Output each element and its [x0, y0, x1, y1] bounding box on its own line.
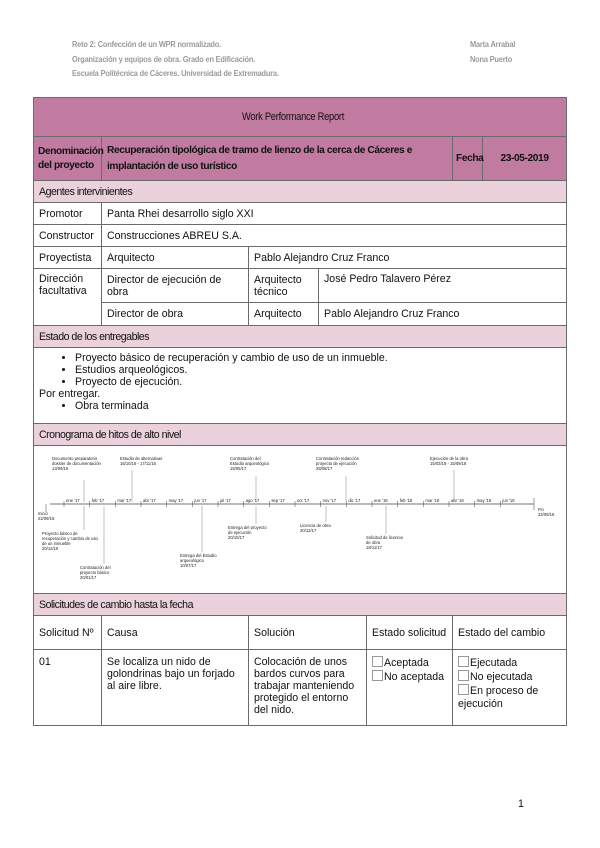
- work-performance-report-table: [33, 97, 567, 726]
- milestone-label: de obra: [366, 540, 381, 545]
- column-header: Estado solicitud: [367, 616, 453, 650]
- month-label: oct '17: [297, 498, 310, 503]
- request-id: 01: [34, 650, 102, 726]
- milestone-date: 15/03/18 - 15/09/18: [430, 461, 467, 466]
- author-name: Nona Puerto: [470, 53, 513, 64]
- table-row: [34, 650, 567, 726]
- milestone-event: [366, 506, 403, 550]
- month-label: sep '17: [271, 498, 285, 503]
- list-item: • Proyecto básico de recuperación y cambio de uso de un inmueble.: [75, 352, 561, 364]
- proyectista-name: Pablo Alejandro Cruz Franco: [249, 247, 567, 269]
- milestone-label: proyecto de ejecución: [316, 461, 357, 466]
- checkbox[interactable]: [458, 656, 469, 667]
- month-label: jun '17: [194, 498, 207, 503]
- end-date: 22/09/18: [538, 512, 555, 517]
- header-line: Reto 2: Confección de un WPR normalizado.: [72, 39, 221, 49]
- dir-ejecucion-title: Arquitecto técnico: [249, 269, 319, 303]
- month-label: feb '17: [91, 498, 105, 503]
- month-label: dic '17: [348, 498, 361, 503]
- month-label: jun '18: [502, 498, 515, 503]
- request-option[interactable]: Aceptada: [372, 656, 447, 670]
- change-option[interactable]: Ejecutada: [458, 656, 561, 670]
- milestone-date: 10/07/17: [180, 563, 197, 568]
- milestone-event: [80, 506, 111, 580]
- pending-label: Por entregar.: [39, 388, 101, 400]
- milestone-event: [300, 506, 331, 533]
- direccion-label: Dirección facultativa: [34, 269, 102, 326]
- dir-ejecucion-role: Director de ejecución de obra: [102, 269, 249, 303]
- month-label: abr '17: [143, 498, 156, 503]
- column-header: Solicitud Nº: [34, 616, 102, 650]
- author-name: Marta Arrabal: [470, 39, 516, 49]
- milestone-label: proyecto básico: [80, 570, 110, 575]
- page-number: 1: [518, 798, 524, 810]
- list-item: • Obra terminada: [75, 400, 561, 412]
- milestone-date: 15/10/16 - 17/11/16: [120, 461, 157, 466]
- section-agents: Agentes intervinientes: [34, 181, 567, 203]
- column-header: Causa: [102, 616, 249, 650]
- month-label: may '18: [476, 498, 492, 503]
- milestone-label: Licencia de obra: [300, 523, 331, 528]
- milestone-label: Contratación del: [230, 456, 261, 461]
- milestone-date: 20/12/17: [300, 528, 317, 533]
- report-date: 23-05-2019: [483, 137, 567, 181]
- header-line: Organización y equipos de obra. Grado en Edificación.: [72, 53, 256, 64]
- milestone-label: Estudio arqueológico: [230, 461, 270, 466]
- milestone-label: Proyecto básico de: [42, 531, 78, 536]
- milestone-label: Documento preparatorio: [52, 456, 98, 461]
- dir-obra-title: Arquitecto: [249, 303, 319, 326]
- milestone-event: [316, 456, 360, 502]
- checkbox[interactable]: [372, 670, 383, 681]
- list-item: • Estudios arqueológicos.: [75, 364, 561, 376]
- milestone-label: Entrega del Estudio: [180, 553, 217, 558]
- milestone-label: Contratación del: [80, 565, 111, 570]
- deliverables-pending-list: [39, 400, 561, 412]
- section-deliverables: Estado de los entregables: [34, 326, 567, 348]
- section-change-requests: Solicitudes de cambio hasta la fecha: [34, 594, 567, 616]
- milestone-timeline: [34, 446, 566, 590]
- checkbox[interactable]: [458, 670, 469, 681]
- milestone-date: 15/05/17: [230, 466, 247, 471]
- constructor-value: Construcciones ABREU S.A.: [102, 225, 567, 247]
- month-label: may '17: [168, 498, 184, 503]
- dir-ejecucion-name: José Pedro Talavero Pérez: [319, 269, 567, 303]
- milestone-label: Ejecución de la obra: [430, 456, 468, 461]
- timeline-end: [534, 498, 555, 517]
- month-label: abr '18: [451, 498, 464, 503]
- date-label: Fecha: [453, 137, 483, 181]
- milestone-label: Contratación redacción: [316, 456, 360, 461]
- proyectista-role: Arquitecto: [102, 247, 249, 269]
- document-header-left: [72, 37, 279, 81]
- month-label: jul '17: [220, 498, 231, 503]
- milestone-label: de un inmueble: [42, 541, 71, 546]
- column-header: Solución: [249, 616, 367, 650]
- timeline-months: [64, 498, 515, 507]
- dir-obra-role: Director de obra: [102, 303, 249, 326]
- header-line: Escuela Politécnica de Cáceres. Universidad de Extremadura.: [72, 68, 279, 78]
- milestone-date: 20/12/16: [42, 546, 59, 551]
- deliverables-done-list: [39, 352, 561, 388]
- milestone-label: dossier de documentación: [52, 461, 101, 466]
- milestone-label: Solicitud de licencia: [366, 535, 403, 540]
- milestone-label: Entrega del proyecto: [228, 525, 267, 530]
- column-header: Estado del cambio: [453, 616, 567, 650]
- milestone-event: [180, 506, 217, 568]
- milestone-label: de ejecución: [228, 530, 252, 535]
- milestone-label: arqueológico: [180, 558, 204, 563]
- milestone-date: 28/08/17: [316, 466, 333, 471]
- request-cause: Se localiza un nido de golondrinas bajo un forjado al aire libre.: [102, 650, 249, 726]
- milestone-date: 18/11/17: [366, 545, 382, 550]
- month-label: mar '17: [117, 498, 132, 503]
- end-label: Fin: [538, 507, 544, 512]
- change-status: [453, 650, 567, 726]
- milestone-label: Estudio de alternativas: [120, 456, 163, 461]
- milestone-date: 20/01/17: [80, 575, 97, 580]
- checkbox[interactable]: [372, 656, 383, 667]
- document-header-right: [470, 37, 515, 66]
- project-name: Recuperación tipológica de tramo de lienzo de la cerca de Cáceres e implantación de uso turístico: [102, 137, 453, 181]
- deliverables-content: [34, 348, 567, 424]
- report-title: Work Performance Report: [34, 98, 567, 137]
- start-label: Inicio: [38, 511, 48, 516]
- milestone-event: [42, 506, 99, 551]
- milestone-event: [120, 456, 162, 502]
- month-label: nov '17: [322, 498, 337, 503]
- month-label: ene '18: [374, 498, 388, 503]
- milestone-event: [430, 456, 469, 502]
- promotor-label: Promotor: [34, 203, 102, 225]
- month-label: ago '17: [245, 498, 260, 503]
- proyectista-label: Proyectista: [34, 247, 102, 269]
- milestone-label: recuperación y cambio de uso: [42, 536, 98, 541]
- section-milestones: Cronograma de hitos de alto nivel: [34, 424, 567, 446]
- milestone-timeline-cell: [34, 446, 567, 594]
- milestone-date: 13/09/16: [52, 466, 69, 471]
- project-label: Denominación del proyecto: [34, 137, 102, 181]
- milestone-date: 20/10/17: [228, 535, 245, 540]
- request-status: [367, 650, 453, 726]
- milestone-event: [228, 506, 267, 540]
- dir-obra-name: Pablo Alejandro Cruz Franco: [319, 303, 567, 326]
- request-option[interactable]: No aceptada: [372, 670, 447, 684]
- milestone-event: [52, 456, 102, 502]
- constructor-label: Constructor: [34, 225, 102, 247]
- change-option[interactable]: No ejecutada: [458, 670, 561, 684]
- month-label: ene '17: [66, 498, 80, 503]
- timeline-start: [38, 504, 55, 521]
- list-item: • Proyecto de ejecución.: [75, 376, 561, 388]
- milestone-event: [230, 456, 270, 502]
- start-date: 22/09/16: [38, 516, 55, 521]
- checkbox[interactable]: [458, 684, 469, 695]
- promotor-value: Panta Rhei desarrollo siglo XXI: [102, 203, 567, 225]
- request-solution: Colocación de unos bardos curvos para trabajar manteniendo protegido el entorno del nido.: [249, 650, 367, 726]
- month-label: mar '18: [425, 498, 440, 503]
- change-option[interactable]: En proceso de ejecución: [458, 685, 539, 710]
- month-label: feb '18: [399, 498, 413, 503]
